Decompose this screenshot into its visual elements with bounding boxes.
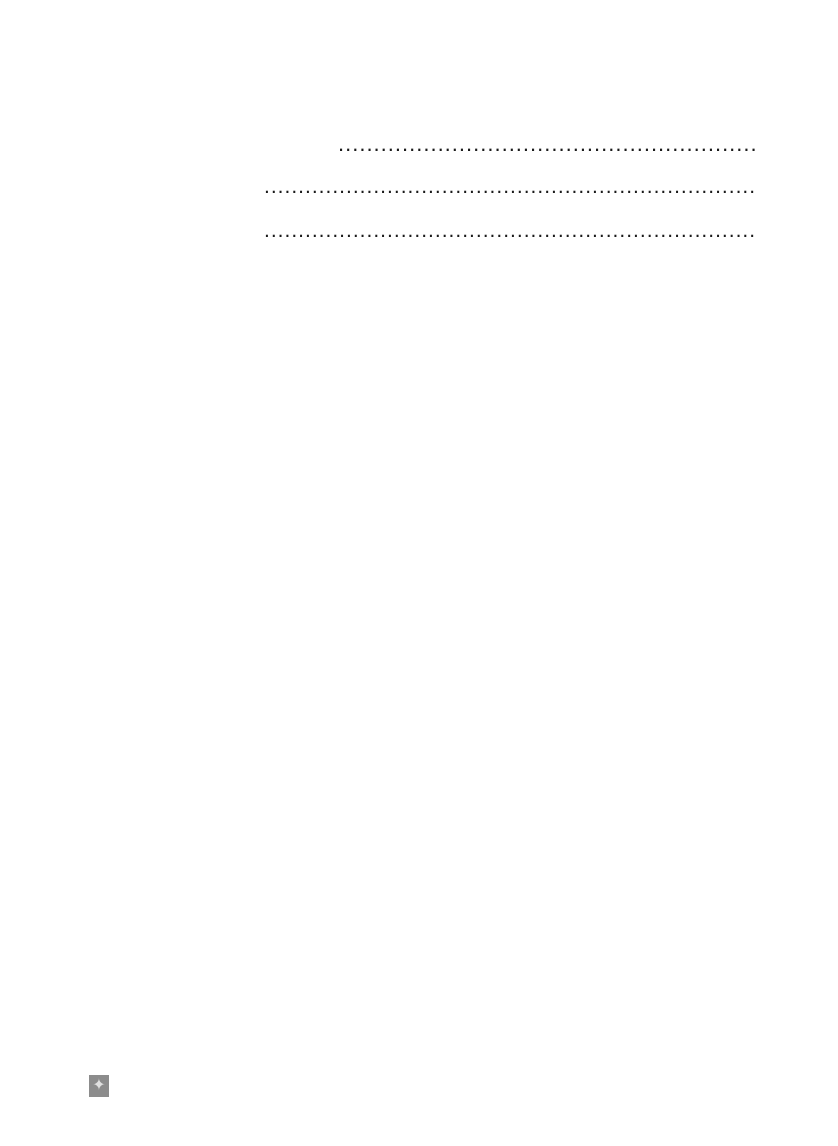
- leader-dots: [338, 130, 756, 157]
- table-of-contents: [256, 108, 758, 251]
- leader-dots: [264, 173, 756, 201]
- leader-dots: [264, 217, 756, 245]
- publisher-logo-icon: ✦: [89, 1075, 109, 1097]
- chapter-heading-17[interactable]: [256, 217, 758, 245]
- chapter-heading-16[interactable]: [256, 173, 758, 201]
- chapter-heading-15[interactable]: [256, 130, 758, 157]
